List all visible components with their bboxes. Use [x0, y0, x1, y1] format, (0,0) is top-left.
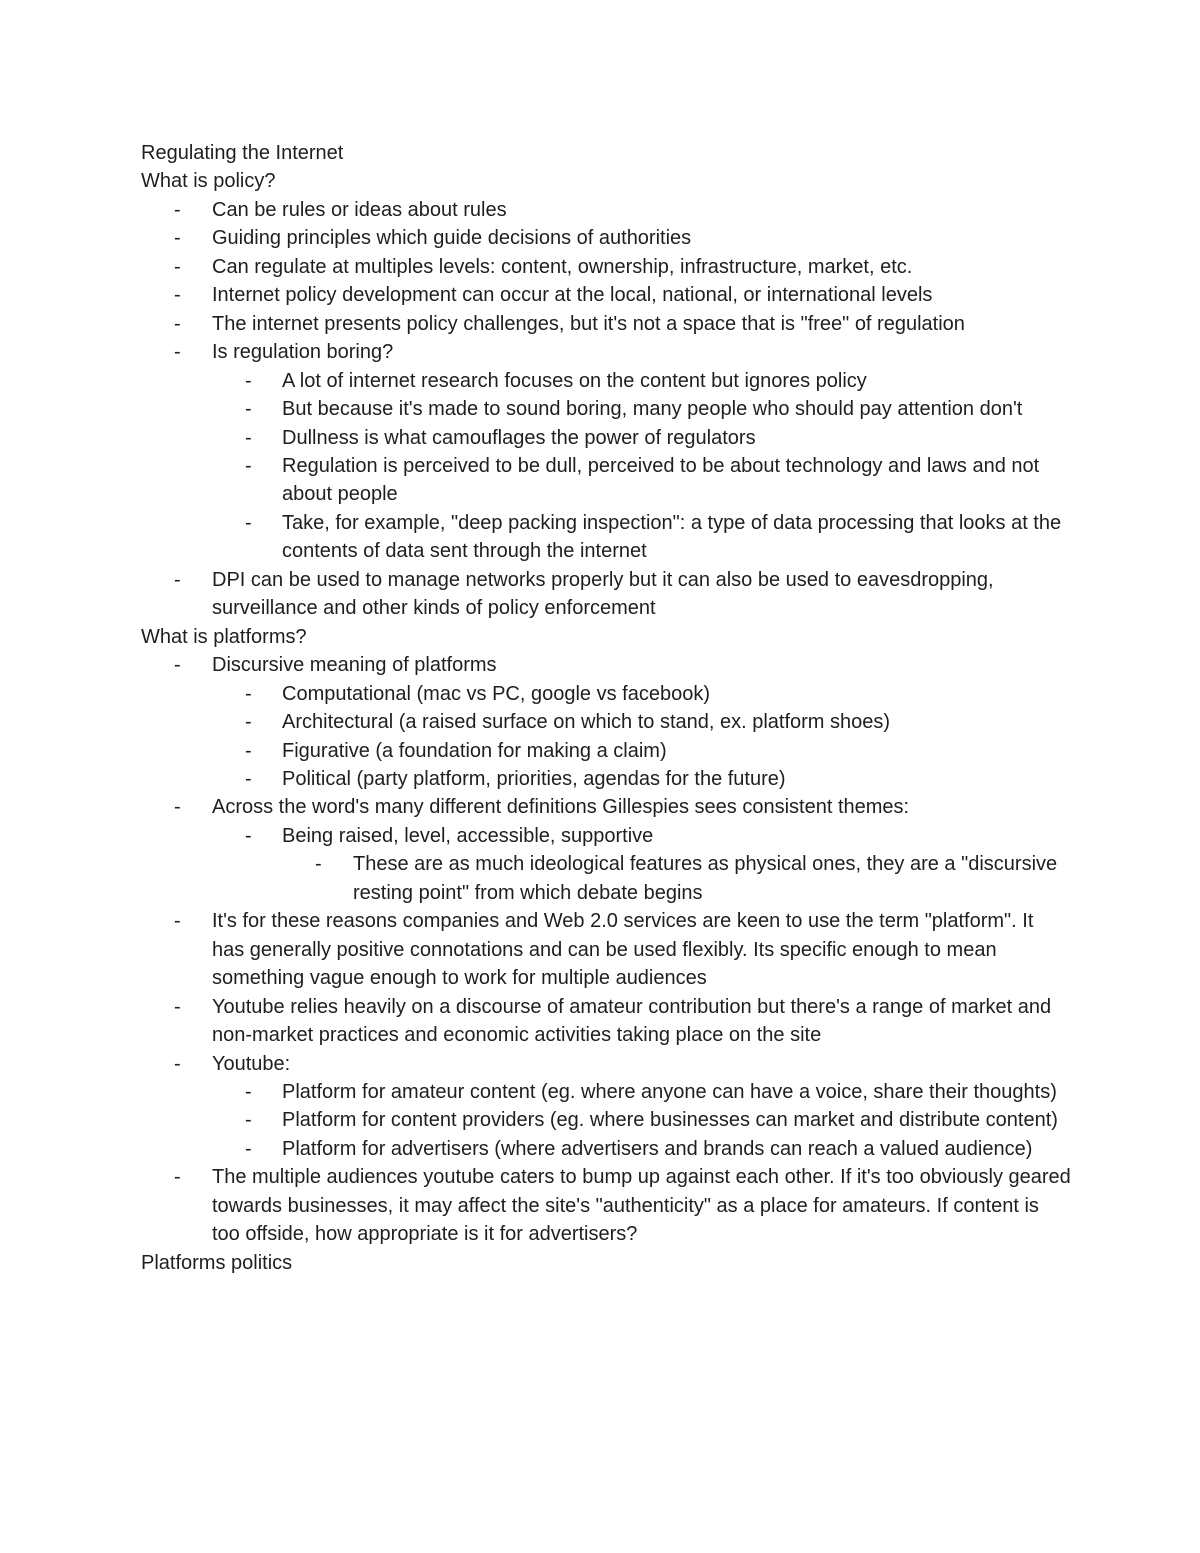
- document-body: [141, 139, 1071, 1277]
- list-item-text: Internet policy development can occur at the local, national, or international levels: [212, 284, 933, 307]
- bullet-dash: -: [315, 853, 322, 876]
- list-item-text: It's for these reasons companies and Web 2.0 services are keen to use the term "platform". It has generally positive connotations and can be used flexibly. Its specific enough to mean something vague enough to work for multiple audiences: [212, 910, 1034, 990]
- section-heading-platforms-politics: Platforms politics: [141, 1251, 293, 1274]
- section-heading-platforms: What is platforms?: [141, 625, 307, 648]
- list-item-text: Can regulate at multiples levels: content, ownership, infrastructure, market, etc.: [212, 255, 913, 278]
- sub-list-item: [141, 452, 1071, 509]
- bullet-dash: -: [245, 1109, 252, 1132]
- sub-list-item: [141, 680, 1071, 708]
- list-item: [141, 651, 1071, 679]
- list-item-text: Discursive meaning of platforms: [212, 654, 497, 677]
- list-item: [141, 566, 1071, 623]
- list-item-text: Political (party platform, priorities, agendas for the future): [282, 767, 786, 790]
- bullet-dash: -: [245, 824, 252, 847]
- list-item: [141, 793, 1071, 821]
- bullet-dash: -: [245, 1080, 252, 1103]
- list-item-text: Architectural (a raised surface on which to stand, ex. platform shoes): [282, 711, 891, 734]
- bullet-dash: -: [245, 369, 252, 392]
- list-item: [141, 224, 1071, 252]
- sub-list-item: [141, 1078, 1071, 1106]
- sub-list-item: [141, 367, 1071, 395]
- list-item: [141, 310, 1071, 338]
- sub-list-item: [141, 509, 1071, 566]
- bullet-dash: -: [174, 796, 181, 819]
- list-item-text: But because it's made to sound boring, many people who should pay attention don't: [282, 398, 1023, 421]
- sub-list-item: [141, 822, 1071, 850]
- list-item-text: Take, for example, "deep packing inspection": a type of data processing that looks at the contents of data sent through the internet: [282, 511, 1062, 563]
- sub-list-item: [141, 424, 1071, 452]
- sub-list-item: [141, 737, 1071, 765]
- list-item: [141, 338, 1071, 366]
- bullet-dash: -: [174, 654, 181, 677]
- sub-list-item: [141, 395, 1071, 423]
- list-item: [141, 1163, 1071, 1248]
- sub-sub-list-item: [141, 850, 1071, 907]
- list-item-text: Platform for advertisers (where advertisers and brands can reach a valued audience): [282, 1137, 1033, 1160]
- bullet-dash: -: [245, 398, 252, 421]
- section-heading-policy: What is policy?: [141, 170, 276, 193]
- list-item-text: DPI can be used to manage networks properly but it can also be used to eavesdropping, surveillance and other kinds of policy enforcement: [212, 568, 994, 620]
- bullet-dash: -: [174, 255, 181, 278]
- list-item-text: The internet presents policy challenges, but it's not a space that is "free" of regulation: [212, 312, 965, 335]
- document-title: Regulating the Internet: [141, 142, 344, 164]
- bullet-dash: -: [245, 1137, 252, 1160]
- bullet-dash: -: [174, 198, 181, 221]
- bullet-dash: -: [174, 995, 181, 1018]
- list-item-text: Platform for amateur content (eg. where anyone can have a voice, share their thoughts): [282, 1080, 1057, 1103]
- list-item-text: Is regulation boring?: [212, 341, 394, 364]
- bullet-dash: -: [245, 426, 252, 449]
- list-item: [141, 993, 1071, 1050]
- sub-list-item: [141, 765, 1071, 793]
- bullet-dash: -: [174, 312, 181, 335]
- list-item-text: Figurative (a foundation for making a claim): [282, 739, 667, 762]
- sub-list-item: [141, 708, 1071, 736]
- bullet-dash: -: [245, 711, 252, 734]
- list-item: [141, 253, 1071, 281]
- bullet-dash: -: [245, 454, 252, 477]
- bullet-dash: -: [174, 1052, 181, 1075]
- bullet-dash: -: [174, 568, 181, 591]
- bullet-dash: -: [174, 341, 181, 364]
- list-item-text: The multiple audiences youtube caters to bump up against each other. If it's too obviously geared towards businesses, it may affect the site's "authenticity" as a place for amateurs. If content is too offside, how appropriate is it for advertisers?: [212, 1166, 1071, 1246]
- list-item: [141, 907, 1071, 992]
- list-item-text: Youtube relies heavily on a discourse of amateur contribution but there's a range of market and non-market practices and economic activities taking place on the site: [212, 995, 1052, 1047]
- bullet-dash: -: [174, 1166, 181, 1189]
- list-item-text: Being raised, level, accessible, supportive: [282, 824, 654, 847]
- bullet-dash: -: [245, 767, 252, 790]
- list-item-text: These are as much ideological features as physical ones, they are a "discursive resting point" from which debate begins: [353, 853, 1058, 904]
- bullet-dash: -: [245, 511, 252, 534]
- bullet-dash: -: [174, 227, 181, 250]
- list-item-text: A lot of internet research focuses on the content but ignores policy: [282, 369, 867, 392]
- bullet-dash: -: [174, 910, 181, 933]
- list-item-text: Can be rules or ideas about rules: [212, 198, 507, 221]
- list-item-text: Guiding principles which guide decisions of authorities: [212, 227, 692, 250]
- bullet-dash: -: [174, 284, 181, 307]
- list-item: [141, 1050, 1071, 1078]
- sub-list-item: [141, 1135, 1071, 1163]
- list-item-text: Dullness is what camouflages the power of regulators: [282, 426, 756, 449]
- list-item: [141, 196, 1071, 224]
- list-item-text: Platform for content providers (eg. where businesses can market and distribute content): [282, 1109, 1058, 1132]
- bullet-dash: -: [245, 682, 252, 705]
- sub-list-item: [141, 1106, 1071, 1134]
- list-item-text: Across the word's many different definitions Gillespies sees consistent themes:: [212, 796, 910, 819]
- list-item-text: Computational (mac vs PC, google vs facebook): [282, 682, 710, 705]
- bullet-dash: -: [245, 739, 252, 762]
- list-item-text: Youtube:: [212, 1052, 291, 1075]
- list-item: [141, 281, 1071, 309]
- list-item-text: Regulation is perceived to be dull, perceived to be about technology and laws and not about people: [282, 454, 1040, 506]
